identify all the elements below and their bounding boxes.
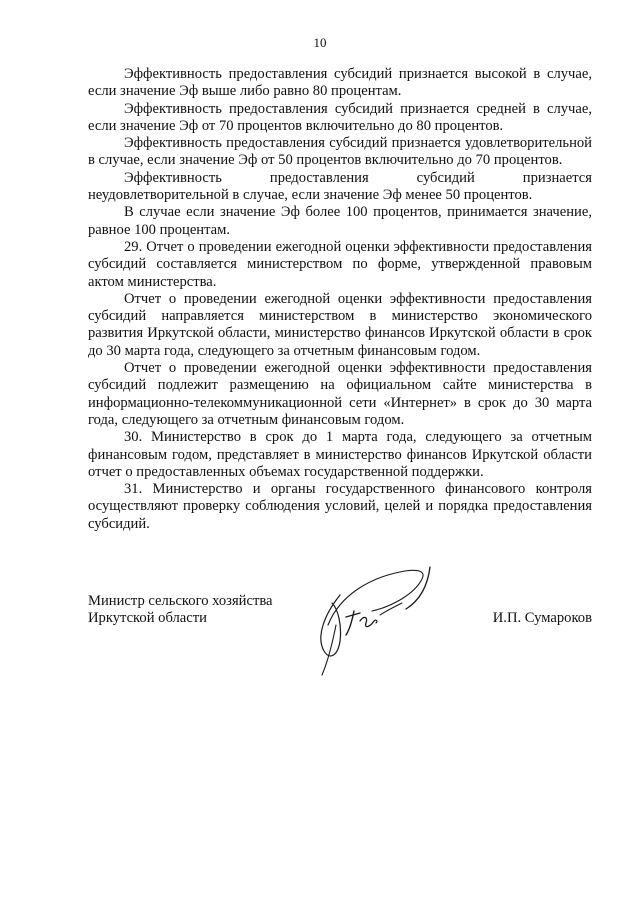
signatory-title-line-2: Иркутской области — [88, 610, 207, 627]
signatory-name: И.П. Сумароков — [492, 610, 592, 626]
paragraph-item-31: 31. Министерство и органы государственного финансового контроля осуществляют проверку соблюдения условий, целей и порядка предоставления субсидий. — [88, 481, 592, 532]
paragraph-satisfactory-efficiency: Эффективность предоставления субсидий признается удовлетворительной в случае, если значение Эф от 50 процентов включительно до 70 процентов. — [88, 135, 592, 169]
document-body — [88, 66, 592, 533]
paragraph-report-publication: Отчет о проведении ежегодной оценки эффективности предоставления субсидий подлежит размещению на официальном сайте министерства в информационно-телекоммуникационной сети «Интернет» в срок до 30 марта года, следующего за отчетным финансовым годом. — [88, 360, 592, 428]
paragraph-report-submission: Отчет о проведении ежегодной оценки эффективности предоставления субсидий направляется министерством в министерство экономического развития Иркутской области, министерство финансов Иркутской области в срок до 30 марта года, следующего за отчетным финансовым годом. — [88, 290, 592, 359]
signatory-title — [88, 593, 273, 628]
paragraph-item-29: 29. Отчет о проведении ежегодной оценки эффективности предоставления субсидий составляется министерством по форме, утвержденной правовым актом министерства. — [88, 238, 592, 290]
handwritten-signature-icon — [310, 555, 460, 680]
signatory-title-line-1: Министр сельского хозяйства — [88, 593, 273, 609]
paragraph-unsatisfactory-efficiency: Эффективность предоставления субсидий признается неудовлетворительной в случае, если значение Эф менее 50 процентов. — [88, 169, 592, 204]
paragraph-medium-efficiency: Эффективность предоставления субсидий признается средней в случае, если значение Эф от 70 процентов включительно до 80 процентов. — [88, 100, 592, 134]
page-number: 10 — [313, 35, 327, 50]
paragraph-high-efficiency: Эффективность предоставления субсидий признается высокой в случае, если значение Эф выше либо равно 80 процентам. — [88, 66, 592, 100]
paragraph-item-30: 30. Министерство в срок до 1 марта года, следующего за отчетным финансовым годом, представляет в министерство финансов Иркутской области отчет о предоставленных объемах государственной поддержки. — [88, 429, 592, 480]
paragraph-over-100: В случае если значение Эф более 100 процентов, принимается значение, равное 100 процентам. — [88, 204, 592, 238]
